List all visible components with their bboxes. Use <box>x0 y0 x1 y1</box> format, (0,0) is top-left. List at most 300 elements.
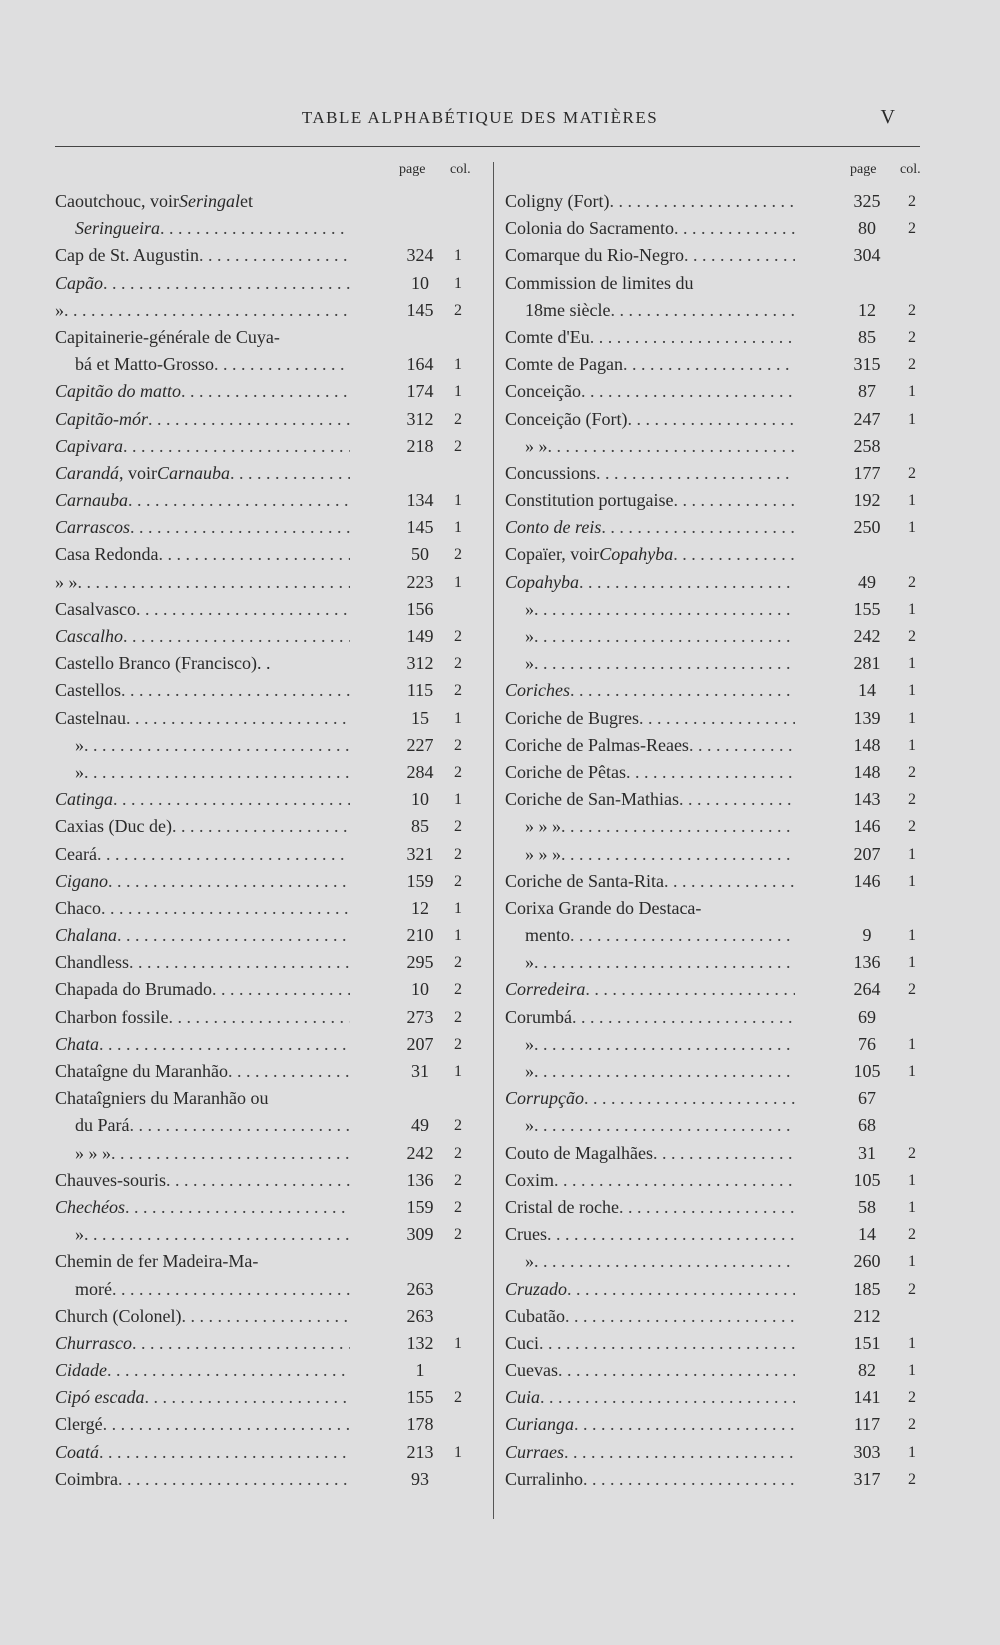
left-column <box>55 162 480 1493</box>
column-number: 1 <box>908 709 916 727</box>
page-number: 218 <box>406 435 434 456</box>
entry-text <box>505 487 795 514</box>
page-number: 105 <box>853 1169 881 1190</box>
page-number: 10 <box>411 789 429 810</box>
entry-text <box>75 1112 350 1139</box>
index-entry-row <box>505 242 930 269</box>
entry-text <box>525 1031 795 1058</box>
column-number: 2 <box>454 981 462 999</box>
column-number: 1 <box>454 709 462 727</box>
entry-text <box>55 297 350 324</box>
dot-leader <box>664 868 795 895</box>
column-number: 1 <box>908 1443 916 1461</box>
page-number: 31 <box>411 1061 429 1081</box>
entry-text <box>55 895 350 922</box>
column-number: 2 <box>908 981 916 999</box>
index-entry-row <box>55 270 480 297</box>
dot-leader <box>596 460 795 487</box>
index-entry-row <box>55 1194 480 1221</box>
entry-text <box>505 1357 795 1384</box>
dot-leader <box>64 297 350 324</box>
entry-text <box>505 270 795 297</box>
page-number: 247 <box>853 408 881 429</box>
page-number: 263 <box>406 1278 434 1299</box>
dot-leader <box>674 215 795 242</box>
dot-leader <box>103 1411 350 1438</box>
dot-leader <box>570 922 795 949</box>
index-entry-row <box>55 976 480 1003</box>
entry-text <box>55 841 350 868</box>
index-entry-row <box>55 1466 480 1493</box>
entry-label: » <box>525 1061 534 1081</box>
column-number: 2 <box>908 220 916 238</box>
page-number: 132 <box>406 1332 434 1353</box>
page-number: 68 <box>858 1115 876 1136</box>
page-number: 312 <box>406 653 434 674</box>
right-column <box>505 162 930 1493</box>
entry-text <box>525 596 795 623</box>
index-entry-row <box>505 1140 930 1167</box>
index-entry-row <box>55 1058 480 1085</box>
dot-leader <box>181 378 350 405</box>
page-number: 14 <box>858 1224 876 1245</box>
page-number: 159 <box>406 1196 434 1217</box>
dot-leader <box>623 351 795 378</box>
entry-label: Cuci <box>505 1332 539 1353</box>
entry-label: Cuevas <box>505 1360 558 1381</box>
entry-text <box>55 1004 350 1031</box>
entry-label: Conceição <box>505 381 581 402</box>
dot-leader <box>534 1112 795 1139</box>
entry-text <box>55 786 350 813</box>
column-number: 1 <box>908 682 916 700</box>
index-entry-row <box>55 1221 480 1248</box>
column-number: 1 <box>908 1362 916 1380</box>
page-number: 242 <box>853 626 881 646</box>
index-entry-row <box>55 1167 480 1194</box>
dot-leader <box>84 732 350 759</box>
page-number: 192 <box>853 490 881 511</box>
page-number: 143 <box>853 789 881 810</box>
page-title: TABLE ALPHABÉTIQUE DES MATIÈRES <box>301 108 659 127</box>
page-number: 10 <box>411 272 429 293</box>
entry-label: Chemin de fer Madeira-Ma- <box>55 1251 259 1272</box>
entry-label: » <box>525 598 534 619</box>
page-number: 295 <box>406 952 434 973</box>
index-entry-row <box>505 1221 930 1248</box>
dot-leader <box>132 1330 350 1357</box>
entry-label: Copahyba <box>505 571 579 592</box>
dot-leader <box>97 841 350 868</box>
index-entry-row <box>505 1276 930 1303</box>
entry-text <box>525 650 795 677</box>
index-entry-row <box>505 487 930 514</box>
index-entry-row <box>55 541 480 568</box>
index-entries <box>55 188 480 1493</box>
index-entry-row <box>55 949 480 976</box>
index-entry-row <box>505 378 930 405</box>
index-entry-row <box>55 1031 480 1058</box>
entry-label: » <box>55 299 64 320</box>
page-number: 260 <box>853 1251 881 1272</box>
entry-text <box>55 650 350 677</box>
entry-label: Coriches <box>505 680 570 701</box>
entry-label: Cuia <box>505 1387 541 1408</box>
index-entry-row <box>505 1085 930 1112</box>
entry-text <box>75 215 350 242</box>
column-number: 2 <box>454 1144 462 1162</box>
column-number: 2 <box>908 193 916 210</box>
column-number: 2 <box>454 410 462 428</box>
entry-label: » <box>525 626 534 646</box>
entry-label: Comte d'Eu <box>505 326 590 347</box>
index-entry-row <box>55 841 480 868</box>
entry-text <box>525 1058 795 1085</box>
dot-leader <box>585 976 795 1003</box>
dot-leader <box>534 650 795 677</box>
index-entry-row <box>505 650 930 677</box>
dot-leader <box>129 1112 350 1139</box>
entry-text <box>505 541 795 568</box>
index-entry-row <box>505 460 930 487</box>
column-number: 2 <box>454 437 462 455</box>
entry-label: Constitution portugaise <box>505 490 674 511</box>
entry-label: 18me siècle <box>525 299 611 320</box>
index-entry-row <box>55 650 480 677</box>
page-number: 93 <box>411 1468 429 1489</box>
dot-leader <box>534 1031 795 1058</box>
dot-leader <box>673 541 795 568</box>
column-number: 1 <box>908 927 916 945</box>
entry-text <box>75 732 350 759</box>
index-entry-row <box>55 569 480 596</box>
page-number: 50 <box>411 544 429 565</box>
index-entry-row <box>55 1357 480 1384</box>
entry-label: Commission de limites du <box>505 272 694 293</box>
page-number: 145 <box>406 517 434 538</box>
dot-leader <box>684 242 795 269</box>
page-number: 105 <box>853 1061 881 1081</box>
entry-label: Charbon fossile <box>55 1006 169 1027</box>
dot-leader <box>610 297 795 324</box>
col-column-header: col. <box>450 162 471 177</box>
dot-leader <box>627 406 795 433</box>
entry-text <box>55 596 350 623</box>
page-number: 49 <box>411 1115 429 1136</box>
index-entry-row <box>505 841 930 868</box>
entry-label: Coimbra <box>55 1468 118 1489</box>
entry-text <box>55 1031 350 1058</box>
index-entry-row <box>55 1439 480 1466</box>
entry-text <box>505 1384 795 1411</box>
index-entry-row <box>55 677 480 704</box>
page-number: 223 <box>406 571 434 592</box>
page-number: 12 <box>411 897 429 918</box>
column-number: 2 <box>454 628 462 645</box>
page-number: 264 <box>853 979 881 1000</box>
column-number: 2 <box>454 1008 462 1026</box>
page-number: 281 <box>853 653 881 674</box>
page-number: 82 <box>858 1360 876 1381</box>
index-entry-row <box>505 1167 930 1194</box>
page-number: 321 <box>406 843 434 864</box>
index-entry-row <box>505 1248 930 1275</box>
index-entry-row <box>505 623 930 650</box>
page-number: 151 <box>853 1332 881 1353</box>
entry-text <box>55 1466 350 1493</box>
column-number: 1 <box>908 1171 916 1189</box>
entry-text <box>55 1058 350 1085</box>
entry-text <box>55 1439 350 1466</box>
index-entry-row <box>55 1330 480 1357</box>
entry-text <box>505 1004 795 1031</box>
entry-label: Casa Redonda <box>55 544 159 565</box>
entry-label-italic: Seringal <box>178 191 240 211</box>
column-number: 2 <box>908 1144 916 1162</box>
index-entry-row <box>55 813 480 840</box>
column-number: 2 <box>454 845 462 863</box>
entry-label: Curraes <box>505 1441 565 1462</box>
column-number: 1 <box>454 1334 462 1352</box>
entry-text <box>505 705 795 732</box>
entry-text <box>505 1276 795 1303</box>
dot-leader <box>653 1140 795 1167</box>
entry-text <box>55 460 350 487</box>
dot-leader <box>534 596 795 623</box>
page-column-header: page <box>850 162 877 177</box>
dot-leader <box>125 1194 350 1221</box>
column-number: 1 <box>454 1443 462 1461</box>
entry-label: Chechéos <box>55 1196 125 1217</box>
dot-leader <box>228 1058 350 1085</box>
entry-text <box>55 514 350 541</box>
index-entry-row <box>505 1357 930 1384</box>
entry-text <box>505 242 795 269</box>
dot-leader <box>579 569 795 596</box>
entry-text <box>525 1248 795 1275</box>
entry-text <box>55 1357 350 1384</box>
index-entry-row <box>505 1004 930 1031</box>
page-number: 207 <box>853 843 881 864</box>
index-entry-row <box>55 786 480 813</box>
entry-label: Corumbá <box>505 1006 572 1027</box>
index-entry-row <box>55 732 480 759</box>
entry-text <box>55 1248 350 1275</box>
entry-text <box>505 976 795 1003</box>
dot-leader <box>539 1330 795 1357</box>
page-number: 164 <box>406 354 434 375</box>
index-entry-row <box>55 1411 480 1438</box>
dot-leader <box>570 677 795 704</box>
dot-leader <box>172 813 350 840</box>
entry-text <box>505 215 795 242</box>
entry-text <box>505 569 795 596</box>
entry-label-suffix: , voir <box>119 462 158 483</box>
index-entry-row <box>55 297 480 324</box>
entry-label: Chapada do Brumado <box>55 979 212 1000</box>
entry-label: Comte de Pagan <box>505 354 623 375</box>
page-number: 146 <box>853 870 881 891</box>
index-entry-row <box>55 596 480 623</box>
index-entry-row <box>505 1411 930 1438</box>
dot-leader <box>129 949 350 976</box>
index-entry-row <box>55 1004 480 1031</box>
dot-leader <box>610 188 795 215</box>
page-number: 273 <box>406 1006 434 1027</box>
column-number: 1 <box>908 655 916 673</box>
index-entry-row <box>55 242 480 269</box>
column-number: 2 <box>454 1035 462 1053</box>
entry-text <box>525 813 795 840</box>
dot-leader <box>554 1167 795 1194</box>
column-number: 1 <box>454 519 462 537</box>
column-number: 1 <box>908 736 916 754</box>
index-entry-row <box>505 1194 930 1221</box>
index-entry-row <box>505 677 930 704</box>
column-header <box>505 162 930 188</box>
dot-leader <box>99 1031 350 1058</box>
entry-label: Carandá <box>55 462 120 483</box>
column-separator <box>493 162 494 1519</box>
dot-leader <box>136 596 350 623</box>
column-number: 2 <box>908 763 916 781</box>
page-number: 212 <box>853 1305 881 1326</box>
dot-leader <box>101 895 350 922</box>
column-number: 2 <box>454 1226 462 1244</box>
entry-label: » <box>75 1224 84 1245</box>
column-number: 2 <box>908 1280 916 1298</box>
entry-text <box>525 1112 795 1139</box>
page-number: 156 <box>406 598 434 619</box>
entry-text <box>505 1140 795 1167</box>
page-number: 69 <box>858 1006 876 1027</box>
entry-text <box>525 841 795 868</box>
entry-label: » <box>525 952 534 973</box>
index-entry-row <box>55 460 480 487</box>
column-number: 2 <box>908 356 916 374</box>
entry-label: Conceição (Fort) <box>505 408 628 429</box>
page-number: 49 <box>858 571 876 592</box>
entry-text <box>55 541 350 568</box>
column-number: 2 <box>454 736 462 754</box>
index-entry-row <box>55 868 480 895</box>
page-number: 174 <box>406 381 434 402</box>
column-number: 2 <box>454 763 462 781</box>
index-entry-row <box>505 1303 930 1330</box>
index-entry-row <box>505 541 930 568</box>
dot-leader <box>214 351 350 378</box>
entry-label: du Pará <box>75 1115 130 1136</box>
entry-text <box>505 460 795 487</box>
entry-label: Concussions <box>505 462 597 483</box>
index-entry-row <box>55 433 480 460</box>
page-number: 177 <box>853 462 881 483</box>
page-number: 9 <box>862 925 872 946</box>
index-entry-row <box>505 270 930 297</box>
entry-label: Castellos <box>55 680 121 701</box>
dot-leader <box>590 324 795 351</box>
entry-text <box>75 759 350 786</box>
dot-leader <box>584 1085 795 1112</box>
entry-label: Comarque du Rio-Negro <box>505 245 684 266</box>
column-number: 2 <box>908 328 916 346</box>
entry-text <box>55 868 350 895</box>
entry-label: Chalana <box>55 925 118 946</box>
entry-label-italic: Copahyba <box>599 544 674 565</box>
page-number: 134 <box>406 490 434 511</box>
entry-label-italic: Carnauba <box>157 462 231 483</box>
entry-text <box>505 514 795 541</box>
entry-label: Casalvasco <box>55 598 136 619</box>
index-entry-row <box>505 324 930 351</box>
entry-label: Coligny (Fort) <box>505 191 610 211</box>
page-number: 304 <box>853 245 881 266</box>
page-number: 309 <box>406 1224 434 1245</box>
index-entry-row <box>505 1330 930 1357</box>
page-number: 315 <box>853 354 881 375</box>
entry-label: » » <box>525 435 548 456</box>
dot-leader <box>567 1276 795 1303</box>
column-number: 2 <box>908 301 916 319</box>
page-column-header: page <box>399 162 426 177</box>
dot-leader <box>679 786 795 813</box>
entry-text <box>55 406 350 433</box>
entry-text <box>505 786 795 813</box>
entry-text <box>505 759 795 786</box>
entry-text <box>55 487 350 514</box>
dot-leader <box>534 949 795 976</box>
column-number: 1 <box>908 519 916 537</box>
dot-leader <box>534 623 795 650</box>
entry-label: Chandless <box>55 952 129 973</box>
entry-text <box>505 1085 795 1112</box>
index-entry-row <box>55 922 480 949</box>
dot-leader <box>558 1357 795 1384</box>
index-entry-row <box>505 705 930 732</box>
index-entry-row <box>55 514 480 541</box>
entry-label: Copaïer, voir <box>505 544 600 565</box>
page-number: 185 <box>853 1278 881 1299</box>
dot-leader <box>121 677 350 704</box>
entry-text <box>55 242 350 269</box>
page-number: 1 <box>415 1360 425 1381</box>
index-entry-row <box>505 1058 930 1085</box>
index-entry-row <box>55 487 480 514</box>
index-entry-row <box>55 1276 480 1303</box>
index-entry-row <box>505 188 930 215</box>
entry-text <box>505 188 795 215</box>
entry-label: » » » <box>75 1142 111 1163</box>
page-number: 159 <box>406 870 434 891</box>
entry-text <box>55 705 350 732</box>
entry-text <box>55 949 350 976</box>
column-number: 1 <box>454 247 462 265</box>
page-number: 12 <box>858 299 876 320</box>
index-entry-row <box>55 1112 480 1139</box>
page-number: 87 <box>858 381 876 402</box>
dot-leader <box>639 705 795 732</box>
dot-leader <box>572 1004 795 1031</box>
index-entry-row <box>505 949 930 976</box>
index-entry-row <box>55 895 480 922</box>
entry-label: Catinga <box>55 789 114 810</box>
column-number: 1 <box>454 899 462 917</box>
dot-leader <box>212 976 350 1003</box>
dot-leader <box>534 1248 795 1275</box>
entry-label: Ceará <box>55 843 97 864</box>
dot-leader <box>103 270 350 297</box>
column-number: 2 <box>908 1470 916 1488</box>
